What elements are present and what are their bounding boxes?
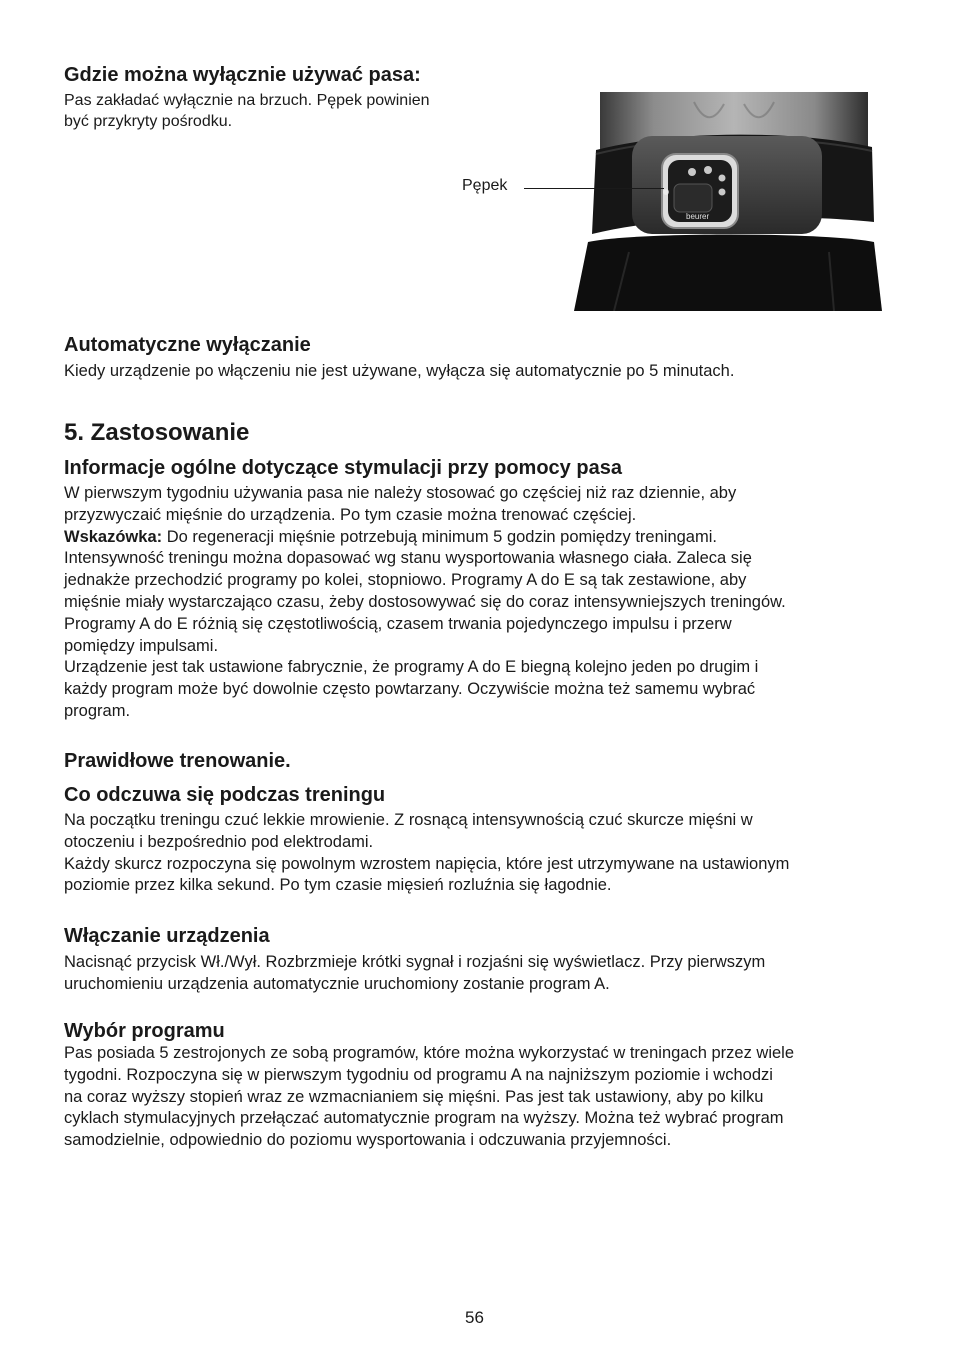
general-info-line-4: Intensywność treningu można dopasować wg stanu wysportowania własnego ciała. Zaleca się bbox=[64, 549, 752, 568]
feeling-line-1: Na początku treningu czuć lekkie mrowienie. Z rosnącą intensywnością czuć skurcze mięśni w bbox=[64, 811, 753, 829]
general-info-hint bbox=[64, 527, 904, 549]
general-info-line-2: przyzwyczaić mięśnie do urządzenia. Po tym czasie można trenować częściej. bbox=[64, 505, 637, 524]
para-where-2: być przykryty pośrodku. bbox=[64, 113, 233, 130]
general-info-line-8: pomiędzy impulsami. bbox=[64, 636, 219, 655]
para-auto-off: Kiedy urządzenie po włączeniu nie jest używane, wyłącza się automatycznie po 5 minutach. bbox=[64, 362, 735, 380]
general-info-line-5: jednakże przechodzić programy po kolei, stopniowo. Programy A do E są tak zestawione, aby bbox=[64, 571, 747, 590]
section-heading-switch-on: Włączanie urządzenia bbox=[64, 925, 270, 947]
switch-on-line-1: Nacisnąć przycisk Wł./Wył. Rozbrzmieje krótki sygnał i rozjaśni się wyświetlacz. Przy pierwszym bbox=[64, 953, 766, 971]
section-heading-feeling: Co odczuwa się podczas treningu bbox=[64, 784, 386, 806]
chapter-title: 5. Zastosowanie bbox=[64, 419, 250, 446]
program-line-2: tygodni. Rozpoczyna się w pierwszym tygodniu od programu A na najniższym poziomie i wchodzi bbox=[64, 1065, 773, 1084]
general-info-line-7: Programy A do E różnią się częstotliwością, czasem trwania pojedynczego impulsu i przerw bbox=[64, 614, 732, 633]
feeling-line-4: poziomie przez kilka sekund. Po tym czasie mięsień rozluźnia się łagodnie. bbox=[64, 876, 612, 895]
general-info-line-6: mięśnie miały wystarczająco czasu, żeby dostosowywać się do coraz intensywniejszych treningów. bbox=[64, 592, 786, 611]
program-line-5: samodzielnie, odpowiednio do poziomu wysportowania i odczuwania przyjemności. bbox=[64, 1131, 672, 1150]
navel-callout-label: Pępek bbox=[462, 177, 508, 194]
section-heading-where: Gdzie można wyłącznie używać pasa: bbox=[64, 64, 421, 86]
hint-text: Do regeneracji mięśnie potrzebują minimum 5 godzin pomiędzy treningami. bbox=[162, 527, 717, 546]
page-number: 56 bbox=[465, 1308, 484, 1327]
general-info-line-11: program. bbox=[64, 701, 131, 720]
feeling-body bbox=[64, 810, 904, 897]
general-info-body bbox=[64, 483, 904, 723]
feeling-line-3: Każdy skurcz rozpoczyna się powolnym wzrostem napięcia, które jest utrzymywane na ustawionym bbox=[64, 854, 790, 873]
feeling-line-2: otoczeniu i bezpośrednio pod elektrodami. bbox=[64, 832, 374, 851]
callout-line bbox=[524, 188, 664, 189]
belt-illustration bbox=[574, 92, 882, 311]
general-info-line-1: W pierwszym tygodniu używania pasa nie należy stosować go częściej niż raz dziennie, aby bbox=[64, 484, 737, 502]
section-heading-auto-off: Automatyczne wyłączanie bbox=[64, 334, 311, 356]
section-heading-general-info: Informacje ogólne dotyczące stymulacji przy pomocy pasa bbox=[64, 457, 622, 479]
program-selection-body bbox=[64, 1043, 914, 1152]
para-where-1: Pas zakładać wyłącznie na brzuch. Pępek powinien bbox=[64, 92, 430, 109]
belt-photo bbox=[574, 92, 882, 311]
hint-label: Wskazówka: bbox=[64, 527, 163, 546]
section-heading-proper-training: Prawidłowe trenowanie. bbox=[64, 750, 291, 772]
switch-on-body bbox=[64, 952, 904, 996]
switch-on-line-2: uruchomieniu urządzenia automatycznie uruchomiony zostanie program A. bbox=[64, 974, 610, 993]
general-info-line-9: Urządzenie jest tak ustawione fabrycznie, że programy A do E biegną kolejno jeden po drugim i bbox=[64, 658, 759, 677]
general-info-line-10: każdy program może być dowolnie często powtarzany. Oczywiście można też samemu wybrać bbox=[64, 680, 756, 699]
brand-logo: beurer bbox=[686, 212, 710, 221]
program-line-1: Pas posiada 5 zestrojonych ze sobą programów, które można wykorzystać w treningach przez wiele bbox=[64, 1044, 795, 1062]
program-line-4: cyklach stymulacyjnych przełączać automatycznie program na wyższy. Można też wybrać program bbox=[64, 1109, 784, 1128]
section-heading-program-selection: Wybór programu bbox=[64, 1020, 225, 1042]
program-line-3: na coraz wyższy stopień wraz ze wzmacnianiem się mięśni. Pas jest tak ustawiony, aby po kilku bbox=[64, 1087, 764, 1106]
